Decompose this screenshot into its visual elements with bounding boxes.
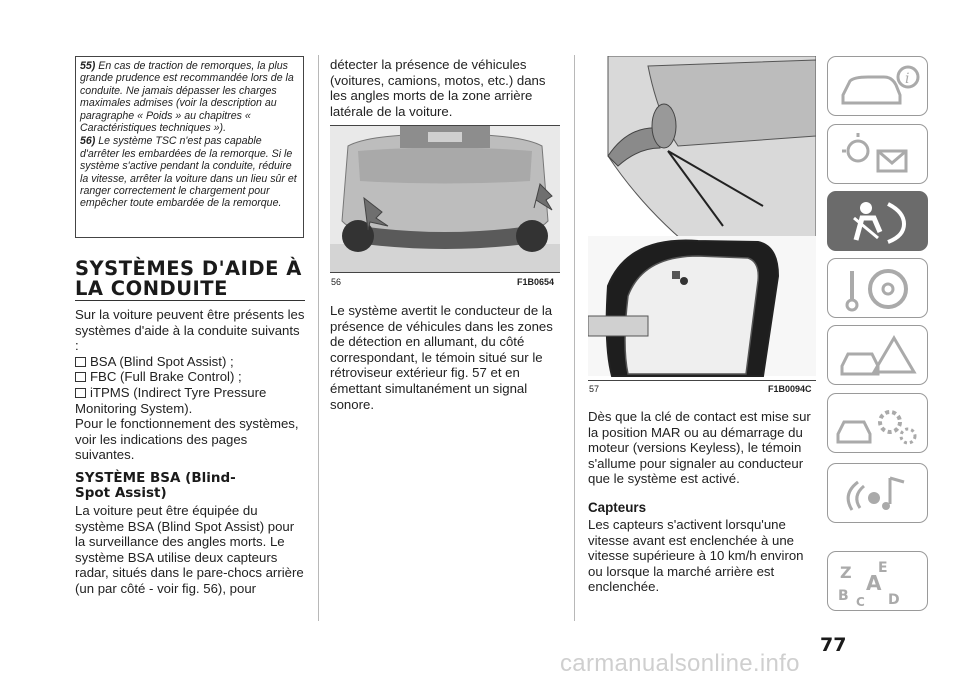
chapter-tab-warning-lights[interactable] [827, 124, 928, 184]
section-title-rule [75, 300, 305, 301]
svg-text:E: E [878, 560, 888, 576]
bsa-title-line2: Spot Assist) [75, 484, 167, 501]
watermark: carmanualsonline.info [560, 650, 800, 677]
page-number: 77 [820, 634, 847, 656]
figure-57-bottom-rule [588, 380, 816, 381]
bullet-square-icon [75, 372, 86, 382]
functioning-paragraph: Pour le fonctionnement des systèmes, voir les indications des pages suivantes. [75, 416, 299, 463]
svg-text:i: i [905, 71, 910, 87]
warning-box [75, 56, 304, 238]
warning-55-number: 55) [80, 60, 96, 72]
bullet-item [75, 369, 305, 385]
chapter-tab-multimedia[interactable] [827, 463, 928, 523]
chapter-tab-maintenance[interactable] [827, 393, 928, 453]
svg-text:A: A [866, 571, 882, 595]
chapter-tab-starting-driving[interactable] [827, 258, 928, 318]
bsa-paragraph: La voiture peut être équipée du système BSA (Blind Spot Assist) pour la surveillance des angles morts. Le système BSA utilise deux capteurs radar, situés dans le pare-chocs arrière (un par côté - voir fig. 56), pour [75, 502, 304, 596]
bullet-item [75, 354, 305, 370]
chapter-tab-index[interactable] [827, 551, 928, 611]
column-1-body [75, 307, 305, 597]
bullet-square-icon [75, 357, 86, 367]
chapter-tab-safety[interactable] [827, 191, 928, 251]
bullet-item [75, 385, 305, 416]
warning-lights-icon [828, 125, 929, 185]
bsa-title [75, 471, 305, 501]
bullet-square-icon [75, 388, 86, 398]
figure-56-number: 56 [331, 277, 342, 287]
warning-56 [80, 135, 299, 209]
car-info-icon [828, 57, 929, 117]
column-divider [574, 55, 575, 621]
warning-55-text: En cas de traction de remorques, la plus grande prudence est recommandée lors de la conduite. Ne jamais dépasser les charges maximales admises (voir la description au paragraphe « Poids » au chapitres « Caractéristiques techniques »). [80, 60, 294, 135]
warning-55 [80, 60, 299, 134]
svg-text:D: D [888, 592, 900, 608]
warning-56-text: Le système TSC n'est pas capable d'arrêter les embardées de la remorque. Si le système s'active pendant la conduite, réduire la vitesse, arrêter la voiture dans un lieu sûr et ranger correctement le chargement pour empêcher toute embardée de la remorque. [80, 135, 297, 210]
bullet-text: BSA (Blind Spot Assist) ; [90, 353, 234, 369]
section-title-line1: SYSTÈMES D'AIDE À [75, 257, 302, 280]
key-steering-wheel-icon [828, 259, 929, 319]
index-letters-icon [828, 552, 929, 612]
svg-text:B: B [838, 588, 849, 604]
multimedia-icon [828, 464, 929, 524]
svg-text:C: C [856, 595, 865, 609]
figure-57-mirror-image [588, 56, 816, 378]
bullet-text: FBC (Full Brake Control) ; [90, 369, 242, 385]
figure-57-number: 57 [589, 384, 600, 394]
chapter-tab-emergency[interactable] [827, 325, 928, 385]
bullet-text: iTPMS (Indirect Tyre Pressure Monitoring System). [75, 384, 267, 416]
figure-56-rear-bumper-image [330, 126, 560, 272]
bsa-title-line1: SYSTÈME BSA (Blind- [75, 469, 236, 486]
safety-person-airbag-icon [828, 192, 929, 252]
figure-56-bottom-rule [330, 272, 560, 273]
svg-text:Z: Z [840, 563, 852, 582]
column-divider [318, 55, 319, 621]
capteurs-paragraph: Les capteurs s'activent lorsqu'une vitesse avant est enclenchée à une vitesse supérieure à 10 km/h environ ou lorsque la marché arrière est enclenchée. [588, 517, 804, 595]
emergency-triangle-icon [828, 326, 929, 386]
chapter-tab-car-info[interactable] [827, 56, 928, 116]
warning-56-number: 56) [80, 135, 96, 148]
capteurs-title: Capteurs [588, 500, 647, 515]
intro-paragraph: Sur la voiture peuvent être présents les systèmes d'aide à la conduite suivants : [75, 307, 305, 354]
section-title [75, 259, 305, 299]
column-3-paragraph: Dès que la clé de contact est mise sur la position MAR ou au démarrage du moteur (versions Keyless), le témoin s'allume pour signaler au conducteur que le système est activé. [588, 409, 811, 487]
section-title-line2: LA CONDUITE [75, 277, 228, 300]
figure-57-code: F1B0094C [768, 384, 812, 394]
figure-56-code: F1B0654 [517, 277, 555, 287]
column-2-top-paragraph: détecter la présence de véhicules (voitures, camions, motos, etc.) dans les angles morts de la zone arrière latérale de la voiture. [330, 57, 546, 119]
column-2-paragraph: Le système avertit le conducteur de la présence de véhicules dans les zones de détection en allumant, du côté correspondant, le témoin situé sur le rétroviseur extérieur fig. 57 et en émettant simultanément un signal sonore. [330, 303, 553, 412]
maintenance-gear-icon [828, 394, 929, 454]
